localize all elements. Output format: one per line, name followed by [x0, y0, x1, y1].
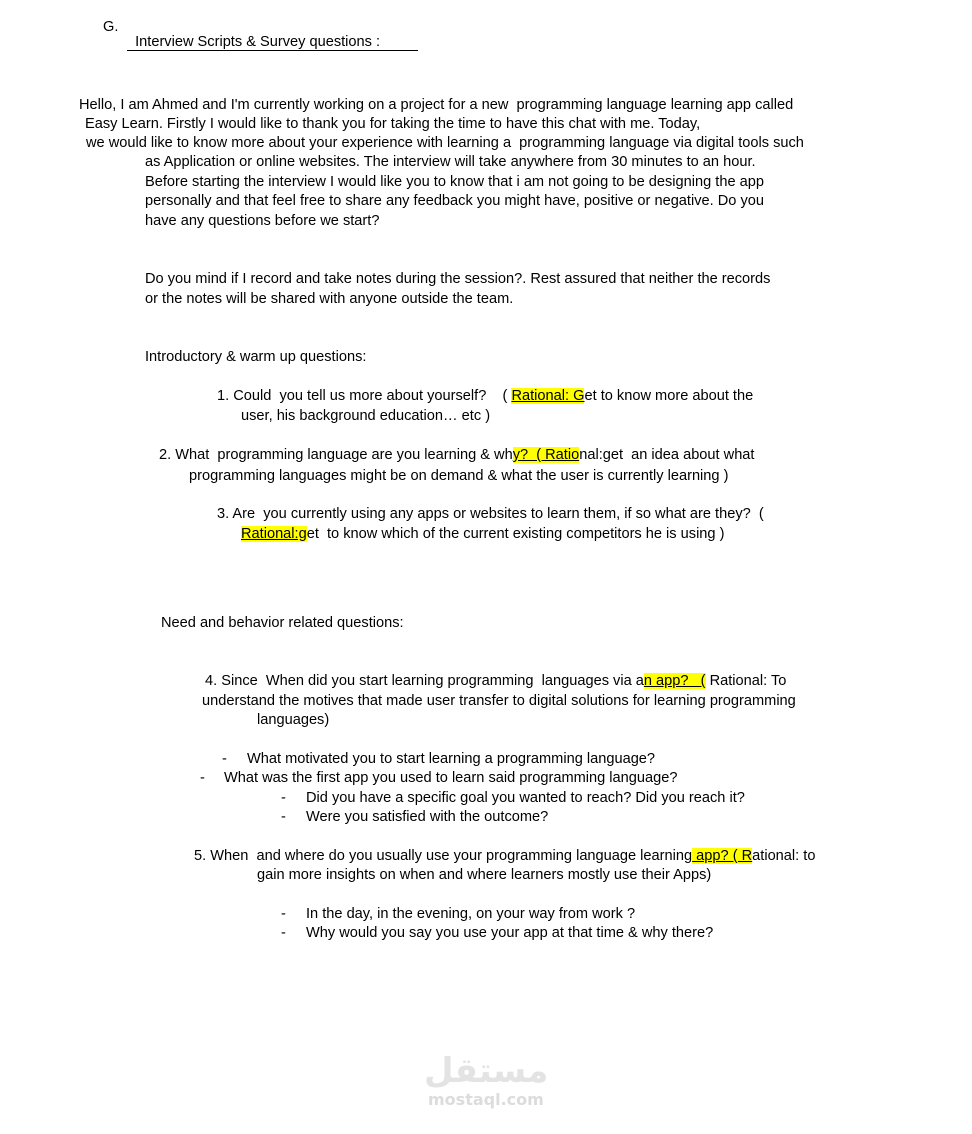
- q1-rational: et to know more about the: [584, 388, 754, 404]
- section-marker: G.: [103, 19, 119, 35]
- bullet-dash: -: [281, 790, 286, 806]
- question-2-line-2: programming languages might be on demand & what the user is currently learning ): [189, 468, 729, 484]
- q5-rational: ational: to: [752, 848, 816, 864]
- section-need-behavior-title: Need and behavior related questions:: [161, 615, 404, 631]
- q4-subquestion-4: Were you satisfied with the outcome?: [306, 809, 549, 825]
- bullet-dash: -: [281, 906, 286, 922]
- intro-line-7: have any questions before we start?: [145, 213, 380, 229]
- document-heading: [127, 18, 418, 51]
- intro-line-4: as Application or online websites. The interview will take anywhere from 30 minutes to an hour.: [145, 154, 756, 170]
- bullet-dash: -: [200, 770, 205, 786]
- question-4: [205, 672, 786, 690]
- q3-highlight: Rational:g: [241, 526, 307, 542]
- section-introductory-title: Introductory & warm up questions:: [145, 349, 367, 365]
- bullet-dash: -: [281, 809, 286, 825]
- consent-line-1: Do you mind if I record and take notes during the session?. Rest assured that neither the records: [145, 271, 771, 287]
- bullet-dash: -: [281, 925, 286, 941]
- intro-line-3: we would like to know more about your experience with learning a programming language via digital tools such: [86, 135, 804, 151]
- question-2: [159, 446, 754, 464]
- q5-subquestion-2: Why would you say you use your app at that time & why there?: [306, 925, 714, 941]
- q5-text: 5. When and where do you usually use your programming language learning: [194, 848, 693, 864]
- q4-subquestion-1: What motivated you to start learning a programming language?: [247, 751, 656, 767]
- q3-rational: et to know which of the current existing competitors he is using ): [306, 526, 725, 542]
- q4-subquestion-3: Did you have a specific goal you wanted to reach? Did you reach it?: [306, 790, 745, 806]
- q5-subquestion-1: In the day, in the evening, on your way from work ?: [306, 906, 636, 922]
- question-5-line-2: gain more insights on when and where learners mostly use their Apps): [257, 867, 712, 883]
- q4-text: 4. Since When did you start learning programming languages via a: [205, 673, 644, 689]
- intro-line-1: Hello, I am Ahmed and I'm currently working on a project for a new programming language learning app called: [79, 97, 794, 113]
- question-4-line-2: understand the motives that made user transfer to digital solutions for learning programming: [202, 693, 796, 709]
- intro-line-2: Easy Learn. Firstly I would like to thank you for taking the time to have this chat with me. Today,: [85, 116, 701, 132]
- mostaql-watermark-url: mostaql.com: [428, 1090, 544, 1109]
- question-5: [194, 847, 815, 865]
- q2-highlight: y? ( Ratio: [512, 447, 580, 463]
- bullet-dash: -: [222, 751, 227, 767]
- q2-text: 2. What programming language are you learning & wh: [159, 447, 513, 463]
- question-1-line-2: user, his background education… etc ): [241, 408, 491, 424]
- q1-text: 1. Could you tell us more about yourself? (: [217, 388, 512, 404]
- q2-rational: nal:get an idea about what: [579, 447, 755, 463]
- question-3: 3. Are you currently using any apps or websites to learn them, if so what are they? (: [217, 506, 764, 522]
- q4-subquestion-2: What was the first app you used to learn said programming language?: [224, 770, 678, 786]
- q4-rational: Rational: To: [705, 673, 787, 689]
- heading-title: Interview Scripts & Survey questions :: [135, 34, 381, 50]
- q5-highlight: app? ( R: [692, 848, 753, 864]
- intro-line-6: personally and that feel free to share any feedback you might have, positive or negative. Do you: [145, 193, 764, 209]
- consent-line-2: or the notes will be shared with anyone outside the team.: [145, 291, 514, 307]
- question-3-line-2: [241, 525, 724, 543]
- question-1: [217, 387, 753, 405]
- mostaql-watermark-logo: مستقل: [424, 1051, 549, 1091]
- intro-line-5: Before starting the interview I would like you to know that i am not going to be designing the app: [145, 174, 764, 190]
- q1-highlight: Rational: G: [511, 388, 585, 404]
- question-4-line-3: languages): [257, 712, 330, 728]
- q4-highlight: n app? (: [643, 673, 706, 689]
